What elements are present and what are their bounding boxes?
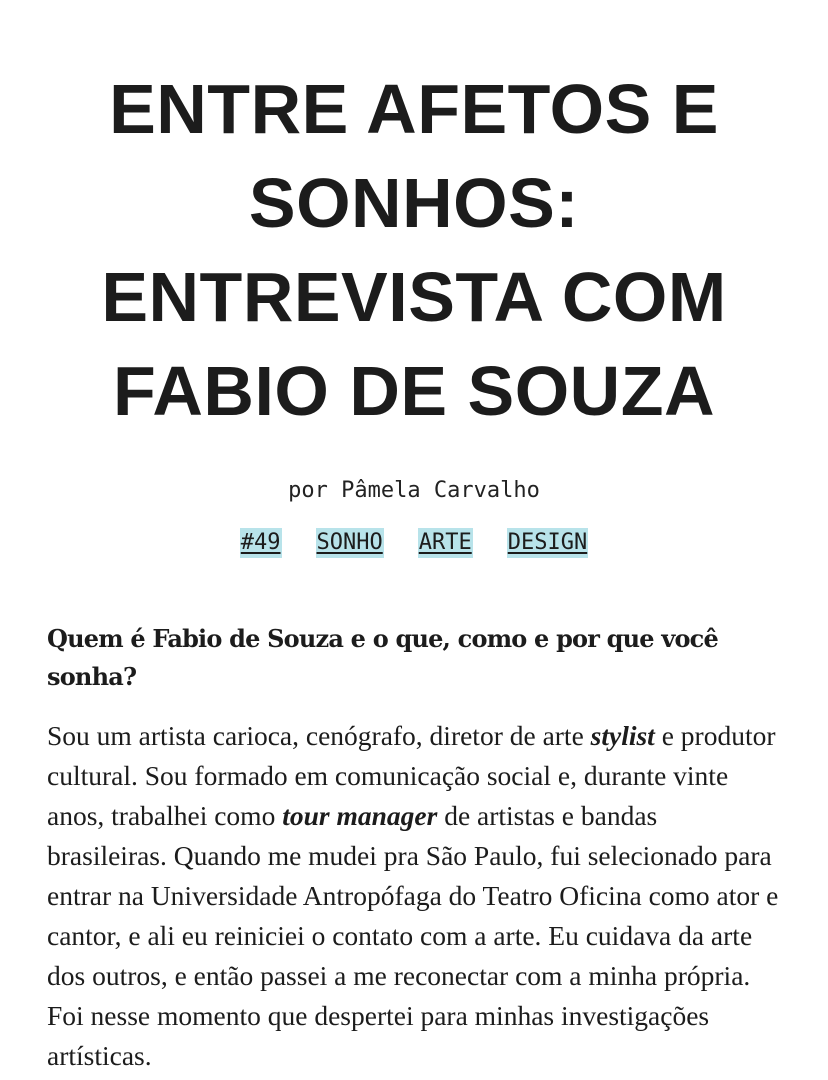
answer-emphasis-tour-manager: tour manager [282, 800, 438, 831]
answer-text-3: de artistas e bandas brasileiras. Quando me mudei pra São Paulo, fui selecionado para entrar na Universidade Antropófaga do Teatro Oficina como ator e cantor, e ali eu reiniciei o contato com a arte. Eu cuidava da arte dos outros, e então passei a me reconectar com a minha própria. Foi nesse momento que despertei para minhas investigações artísticas. [47, 800, 779, 1071]
answer-text-1: Sou um artista carioca, cenógrafo, diretor de arte [47, 720, 591, 751]
tag-link-49[interactable]: #49 [240, 528, 282, 558]
article-title [47, 0, 781, 438]
article-title-line-3: ENTREVISTA COM [101, 258, 727, 336]
interview-answer [47, 716, 781, 1076]
article-title-line-1: ENTRE AFETOS E [109, 70, 719, 148]
article-byline: por Pâmela Carvalho [288, 478, 540, 503]
tag-list [47, 528, 781, 558]
article-title-line-2: SONHOS: [248, 164, 580, 242]
tag-link-sonho[interactable]: SONHO [316, 528, 384, 558]
tag-link-design[interactable]: DESIGN [507, 528, 588, 558]
answer-text-2: e produtor cultural. Sou formado em comunicação social e, durante vinte anos, trabalhei como [47, 720, 776, 831]
answer-emphasis-stylist: stylist [590, 720, 655, 751]
tag-link-arte[interactable]: ARTE [418, 528, 473, 558]
article-title-line-4: FABIO DE SOUZA [112, 352, 716, 430]
interview-question: Quem é Fabio de Souza e o que, como e por que você sonha? [47, 624, 718, 691]
